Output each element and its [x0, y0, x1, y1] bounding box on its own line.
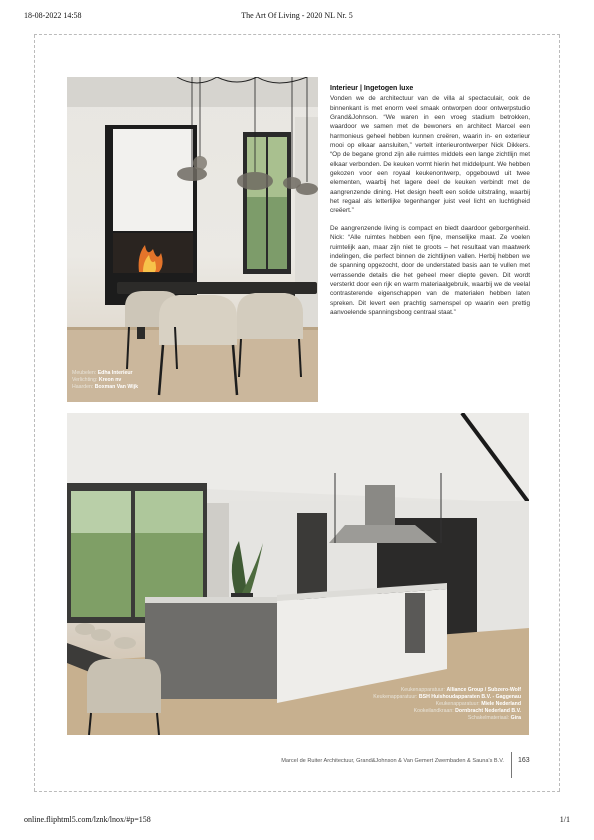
credit-line — [72, 384, 138, 391]
credit-value: Alliance Group / Subzero-Wolf — [446, 687, 521, 693]
print-datetime: 18-08-2022 14:58 — [24, 11, 82, 20]
magazine-credit-line: Marcel de Ruiter Architectuur, Grand&Johnson & Van Gemert Zwembaden & Sauna's B.V. — [281, 758, 504, 764]
credit-value: BSH Huishoudapparaten B.V. - Gaggenau — [418, 694, 521, 700]
credit-label: Keukenapparatuur: — [373, 694, 418, 700]
dining-room-photo — [67, 77, 318, 402]
kitchen-photo — [67, 413, 529, 735]
print-url[interactable]: online.fliphtml5.com/lznk/lnox/#p=158 — [24, 815, 151, 824]
footer-divider — [511, 752, 512, 778]
credit-value: Boxman Van Wijk — [94, 384, 138, 390]
credit-line — [72, 370, 138, 377]
page-number: 163 — [518, 757, 530, 764]
photo-bottom-credits — [373, 687, 521, 722]
article-heading: Interieur | Ingetogen luxe — [330, 85, 414, 92]
credit-value: Edha Interieur — [97, 370, 133, 376]
credit-label: Haarden: — [72, 384, 94, 390]
dining-room-illustration — [67, 77, 318, 402]
credit-value: Kreon nv — [98, 377, 122, 383]
credit-label: Schakelmateriaal: — [467, 715, 510, 721]
article-paragraph: De aangrenzende living is compact en biedt daardoor geborgenheid. Nick: “Alle ruimtes hebben een fijne, menselijke maat. Ze voelen ruimtelijk aan, maar zijn niet te groots – het resultaat van maatwerk indelingen, die perfect binnen de zichtlijnen vallen. Herbij hebben we de spanning opgezocht, door de understated basis aan te vullen met verrassende details die het geheel meer diepte geven. Dit wordt versterkt door een rijk en warm materiaalgebruik, waarbij we de veelal contrasterende eigenschappen van de materialen hebben laten spreken. Dit levert een prachtig samenspel op waarin een prettig aanvoelende spanningsboog centraal staat.” — [330, 224, 530, 316]
credit-line — [373, 694, 521, 701]
article-text — [330, 84, 530, 325]
credit-line — [373, 701, 521, 708]
credit-label: Meubelen: — [72, 370, 97, 376]
credit-line — [373, 715, 521, 722]
credit-value: Dornbracht Nederland B.V. — [455, 708, 521, 714]
credit-label: Keukenapparatuur: — [400, 687, 445, 693]
credit-line — [373, 687, 521, 694]
credit-label: Keukenapparatuur: — [435, 701, 480, 707]
credit-value: Gira — [510, 715, 521, 721]
photo-top-credits — [72, 370, 138, 391]
credit-line — [72, 377, 138, 384]
print-title: The Art Of Living - 2020 NL Nr. 5 — [241, 11, 353, 20]
credit-label: Verlichting: — [72, 377, 98, 383]
credit-label: Kookeilandkraan: — [413, 708, 454, 714]
article-paragraph: Vonden we de architectuur van de villa al spectaculair, ook de binnenkant is met enorm veel smaak ontworpen door ontwerpstudio Grand&Johnson. “We waren in een vroeg stadium betrokken, waardoor we samen met de bewoners en architect Marcel een harmonieus geheel hebben kunnen creëren, waarin in- en exterieur mooi op elkaar aansluiten,” vertelt interieurontwerper Nick Dikkers. “Op de begane grond zijn alle ruimtes middels een lange zichtlijn met elkaar verbonden. De keuken vormt hierin het middelpunt. We hebben gekozen voor een royaal keukenontwerp, opgebouwd uit twee elementen, waarbij het lagere deel de keuken verbindt met de aangrenzende dining. Het design heeft een solide uitstraling, waarbij het regaal als letterlijke tegenhanger juist veel licht en luchtigheid creëert.” — [330, 95, 530, 215]
credit-line — [373, 708, 521, 715]
credit-value: Miele Nederland — [481, 701, 521, 707]
print-page-count: 1/1 — [559, 815, 570, 824]
